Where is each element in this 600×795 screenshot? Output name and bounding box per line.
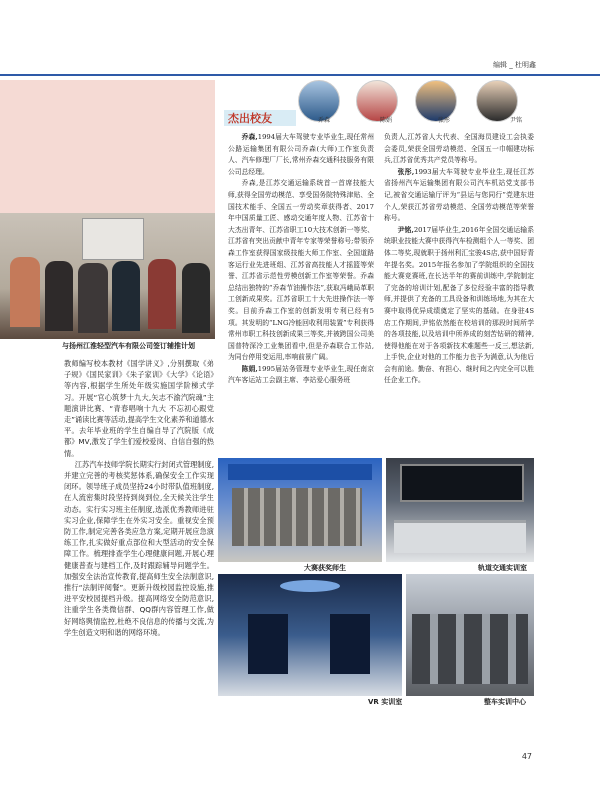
paragraph-text: 负责人,江苏省人大代表、全国海员建设工会执委会委员,荣获全国劳动模范、全国五一巾帼建功标兵,江苏省优秀共产党员等称号。 xyxy=(384,133,534,165)
signing-ceremony-photo xyxy=(0,213,215,339)
paragraph xyxy=(384,225,534,387)
paragraph: 教师编写校本教材《国学讲义》,分别撰取《弟子规》《国民家训》《朱子家训》《大学》《论语》等内容,根据学生所处年级实施国学阶梯式学习。开展“官心筑梦十九大,矢志不渝汽院魂”主题演讲比赛、“青春唱响十九大 不忘初心跟党走”诵读比赛等活动,提高学生文化素养和道德水平。去年毕业班的学生自编自导了汽院版《成都》MV,激发了学生们爱校爱岗、自信自强的热情。 xyxy=(64,359,214,458)
paragraph xyxy=(228,132,374,178)
alumnus-name: 张彤, xyxy=(397,167,415,176)
person xyxy=(45,261,73,331)
desks xyxy=(394,520,526,553)
caption-vr-lab: VR 实训室 xyxy=(368,698,403,706)
name-zhang-tong: 张彤 xyxy=(438,117,451,124)
ceiling-light xyxy=(280,580,340,592)
paragraph-text: 1995届站务管理专业毕业生,现任南京汽车客运站工会副主席、李站爱心服务班 xyxy=(228,364,374,385)
group-of-people xyxy=(232,488,362,546)
name-yin-ming: 尹铭 xyxy=(510,117,523,124)
alumnus-name: 尹铭, xyxy=(397,225,414,234)
banner xyxy=(228,464,372,480)
vr-lab-photo xyxy=(218,574,402,696)
banner xyxy=(82,218,144,260)
decorative-panel xyxy=(0,80,215,213)
person xyxy=(148,259,176,329)
alumnus-name: 乔森, xyxy=(241,133,258,141)
rail-transit-lab-photo xyxy=(386,458,534,562)
paragraph-text: 乔森,是江苏交通运输系统首一首席技能大师,获得全国劳动模范、享受国务院特殊津贴、全国技术能手、全国五一劳动奖章获得者、2017年中国质量工匠、感动交通年度人物、江苏省十大杰出青年、江苏省职工10大技术创新一等奖、江苏省有突出贡献中青年专家等荣誉称号;带领乔森工作室获得国家级技能大师工作室、全国道路客运行业先进班组、江苏省高技能人才摇篮等荣誉、江苏省示范性劳模创新工作室等荣誉。乔森总结出独特的“乔森节油操作法”,获取冯峨局革职工创新成果奖。江苏省职工十大先进操作法一等奖。目前乔森工作室的创新发明专利已经有5项。其发明的“LNG冷能回收利用装置”专利获得常州市职工科技创新成果三等奖,并被跨国公司美国普特深冷工业集团看中,但是乔森联合工作站,为同台停用变运用,率响前景广阔。 xyxy=(228,179,374,362)
alumnus-name: 陈娟, xyxy=(241,364,258,373)
paragraph-text: 1993届大车驾驶专业毕业生,现任江苏省扬州汽车运输集团有限公司汽车机站党支部书记,被省交通运输厅评为“县运与您同行”党建东进个人,荣获江苏省劳动模范、全国劳动模范等荣誉称号。 xyxy=(384,167,534,223)
header-rule xyxy=(0,74,600,76)
header-section: 编辑 _ 杜明鑫 xyxy=(493,61,536,69)
signing-caption: 与扬州江淮轻型汽车有限公司签订辅推计划 xyxy=(62,342,195,350)
paragraph: 江苏汽车技师学院长期实行封闭式管理制度,并建立完善的考核奖惩体系,确保安全工作实现闭环。领导班子成员坚持24小时带队值班制度,在人流密集时段坚持到岗到位,全天候关注学生动态。实行实习班主任制度,选派优秀教师进驻实习企业,保障学生在外实习安全。重视安全预防工作,制定完善各类应急方案,定期开展应急演练工作,扎实做好重点部位和大型活动的安全保障工作。梳理排查学生心理健康问题,开展心理健康普查与建档工作,及时跟踪辅导问题学生。加强安全法治宣传教育,提高师生安全法制意识,推行“法制评阅餐”。更新升级校园监控设施,推进平安校园提档升级。提高网络安全防范意识,注重学生各类微信群、QQ群内容管理工作,做好网络舆情监控,杜绝不良信息的传播与交流,为学生创造文明和谐的网络环境。 xyxy=(64,459,214,637)
alumni-column-2 xyxy=(384,132,534,450)
paragraph-text: 2017届毕业生,2016年全国交通运输系统职业技能大赛中获得汽车检测组个人一等奖、团体二等奖,现就职于扬州利汇宝骏4S店,获中国好青年提名奖。2015年报名参加了学院组织的全国技能大赛竞赛班,在长达半年的赛前训练中,学院制定了完备的培训计划,配备了多位经验丰富的指导教师,并提供了充备的工具设备和训练场地,为其在大赛中取得优异成绩奠定了坚实的基础。在身驻4S店工作期间,尹铭依然能在校培训的那段时间所学的各项技能,以及培训中所养成的刻苦钻研的精神,使得他能在对于各项新技术难题些一反三,想法新,上手快,企业对他的工作能力也予为满意,认为他后会有前途。勤奋、有担心、继时间之内完全可以胜任企业工作。 xyxy=(384,225,534,385)
person xyxy=(10,257,40,327)
competition-winners-photo xyxy=(218,458,382,562)
person xyxy=(78,263,108,333)
vehicle-training-center-photo xyxy=(406,574,534,696)
page-number: 47 xyxy=(521,752,532,761)
person xyxy=(112,261,140,331)
paragraph xyxy=(228,178,374,364)
name-qiao-sen: 乔森 xyxy=(318,117,331,124)
person xyxy=(182,263,210,333)
display-wall xyxy=(400,464,524,502)
caption-rail-transit: 轨道交通实训室 xyxy=(478,564,527,572)
caption-competition: 大赛获奖师生 xyxy=(304,564,346,572)
vehicles xyxy=(412,614,528,684)
vr-screen xyxy=(330,614,370,674)
portrait-zhang-tong xyxy=(415,80,457,122)
name-chen-juan: 陈娟 xyxy=(380,117,393,124)
feature-title: 杰出校友 xyxy=(228,112,272,125)
left-article-column xyxy=(64,358,214,638)
paragraph xyxy=(384,167,534,225)
paragraph-text: 1994届大车驾驶专业毕业生,现任常州公路运输集团有限公司乔森(大师)工作室负责人、汽车修理厂厂长,常州乔森交通科技服务有限公司总经理。 xyxy=(228,133,374,176)
alumni-column-1 xyxy=(228,132,374,450)
vr-screen xyxy=(248,614,288,674)
paragraph xyxy=(384,132,534,167)
caption-vehicle-center: 整车实训中心 xyxy=(484,698,526,706)
paragraph xyxy=(228,364,374,387)
